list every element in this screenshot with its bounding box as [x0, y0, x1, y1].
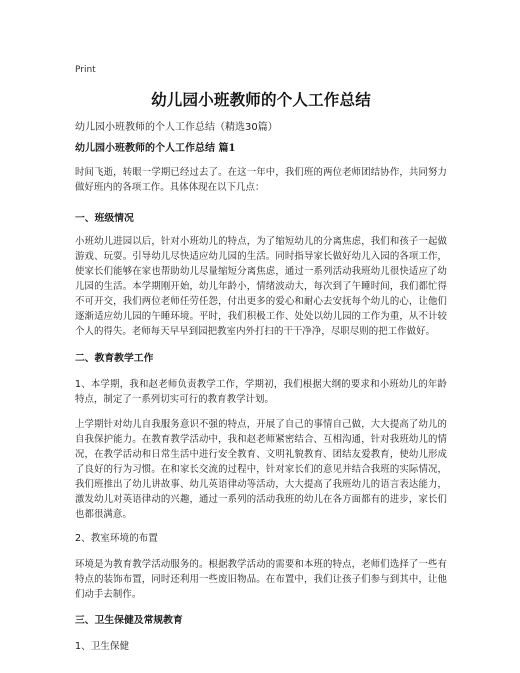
- page-title: 幼儿园小班教师的个人工作总结: [151, 91, 371, 109]
- article-heading: 幼儿园小班教师的个人工作总结 篇1: [75, 143, 236, 154]
- section-heading-teaching-work: 二、教育教学工作: [75, 353, 154, 364]
- section-paragraph-teaching-plan: 1、本学期，我和赵老师负责教学工作，学期初，我们根据大纲的要求和小班幼儿的年龄特点，制定了一系列切实可行的教育教学计划。: [75, 379, 447, 405]
- section-heading-class-situation: 一、班级情况: [75, 213, 134, 224]
- section-heading-health-care: 三、卫生保健及常规教育: [75, 615, 183, 626]
- subheading-classroom-environment: 2、教室环境的布置: [75, 533, 158, 544]
- section-paragraph-teaching-activities: 上学期针对幼儿自我服务意识不强的特点，开展了自己的事情自己做，大大提高了幼儿的自我保护能力。在教育教学活动中，我和赵老师紧密结合、互相沟通，针对我班幼儿的情况，在教学活动和日常生活中进行安全教育、文明礼貌教育、团结友爱教育，使幼儿形成了良好的行为习惯。在和家长交流的过程中，针对家长们的意见并结合我班的实际情况，我们班推出了幼儿讲故事、幼儿英语律动等活动，大大提高了我班幼儿的语言表达能力，激发幼儿对英语律动的兴趣，通过一系列的活动我班的幼儿在各方面都有的进步，家长们也都很满意。: [75, 419, 447, 520]
- print-link[interactable]: Print: [75, 65, 96, 75]
- subheading-health-care: 1、卫生保健: [75, 641, 130, 652]
- page-subtitle: 幼儿园小班教师的个人工作总结（精选30篇）: [75, 122, 278, 133]
- intro-paragraph: 时间飞逝，转眼一学期已经过去了。在这一年中，我们班的两位老师团结协作，共同努力做好班内的各项工作。具体体现在以下几点：: [75, 167, 447, 193]
- section-paragraph-classroom-environment: 环境是为教育教学活动服务的。根据教学活动的需要和本班的特点，老师们选择了一些有特点的装饰布置，同时还利用一些废旧物品。在布置中，我们让孩子们参与到其中，让他们动手去制作。: [75, 559, 447, 600]
- section-paragraph-class-situation: 小班幼儿进园以后，针对小班幼儿的特点，为了缩短幼儿的分离焦虑，我们和孩子一起做游戏、玩耍。引导幼儿尽快适应幼儿园的生活。同时指导家长做好幼儿入园的各项工作，使家长们能够在家也帮助幼儿尽量缩短分离焦虑，通过一系列活动我班幼儿很快适应了幼儿园的生活。本学期刚开始，幼儿年龄小，情绪波动大，每次到了午睡时间，我们都忙得不可开交，我们两位老师任劳任怨，付出更多的爱心和耐心去安抚每个幼儿的心，让他们逐渐适应幼儿园的午睡环境。平时，我们积极工作、处处以幼儿园的工作为重，从不计较个人的得失。老师每天早早到园把教室内外打扫的干干净净，尽职尽则的把工作做好。: [75, 236, 447, 337]
- document-page: [75, 64, 447, 654]
